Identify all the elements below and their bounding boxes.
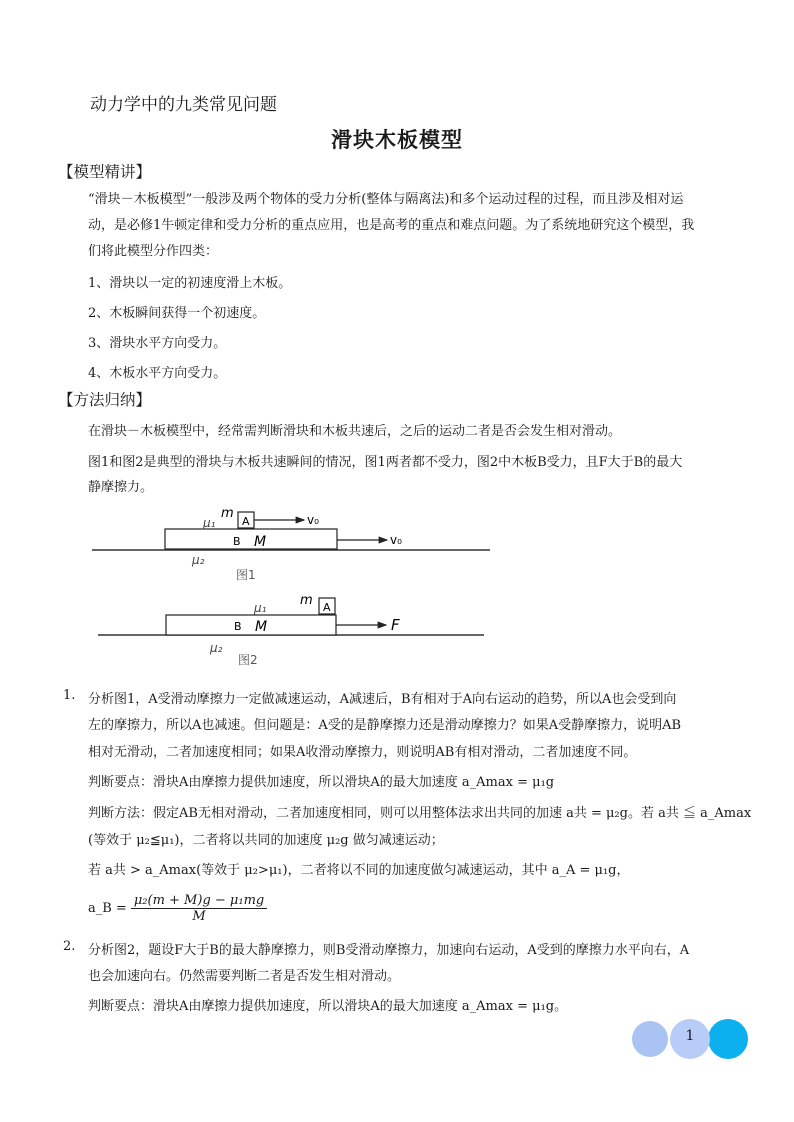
- force-F-label: F: [391, 616, 400, 634]
- analysis-line: 相对无滑动，二者加速度相同；如果A收滑动摩擦力，则说明AB有相对滑动，二者加速度不同。: [88, 745, 637, 760]
- mu1-label: μ₁: [203, 516, 216, 530]
- formula-lhs: a_B =: [88, 900, 127, 916]
- mu1-label: μ₁: [254, 601, 267, 615]
- block-a-label: A: [242, 515, 250, 528]
- intro-line: “滑块－木板模型”一般涉及两个物体的受力分析(整体与隔离法)和多个运动过程的过程，而且涉及相对运: [88, 192, 684, 207]
- series-title: 动力学中的九类常见问题: [90, 95, 277, 115]
- page-title: 滑块木板模型: [331, 127, 463, 152]
- mass-m-label: m: [221, 506, 234, 521]
- figure-1-diagram: [88, 500, 498, 590]
- page-decoration-circle: [632, 1021, 668, 1057]
- formula-fraction: [131, 893, 267, 924]
- method-line: 图1和图2是典型的滑块与木板共速瞬间的情况，图1两者都不受力，图2中木板B受力，且F大于B的最大: [88, 455, 683, 470]
- v0-label-bottom: v₀: [390, 533, 402, 547]
- formula-aB: [88, 888, 267, 928]
- page-number: 1: [685, 1028, 695, 1044]
- mass-m-label: m: [300, 593, 313, 608]
- mass-M-label: M: [255, 619, 268, 635]
- analysis-line: 分析图2，题设F大于B的最大静摩擦力，则B受滑动摩擦力，加速向右运动，A受到的摩擦力水平向右，A: [88, 943, 690, 958]
- analysis-line: 左的摩擦力，所以A也减速。但问题是：A受的是静摩擦力还是滑动摩擦力？如果A受静摩擦力，说明AB: [88, 718, 682, 733]
- list-number: 2.: [63, 939, 76, 954]
- method-step: 判断方法：假定AB无相对滑动，二者加速度相同，则可以用整体法求出共同的加速 a共 = μ₂g。若 a共 ≦ a_Amax: [88, 806, 752, 821]
- category-item: 4、木板水平方向受力。: [88, 366, 227, 381]
- category-item: 2、木板瞬间获得一个初速度。: [88, 306, 266, 321]
- block-b-label: B: [233, 535, 241, 548]
- method-line: 在滑块－木板模型中，经常需判断滑块和木板共速后，之后的运动二者是否会发生相对滑动。: [88, 424, 622, 439]
- formula-numerator: μ₂(m + M)g − μ₁mg: [131, 893, 267, 909]
- v0-label-top: v₀: [307, 513, 319, 527]
- formula-denominator: M: [192, 908, 206, 924]
- section-heading-model: 【模型精讲】: [58, 163, 152, 181]
- section-heading-method: 【方法归纳】: [58, 391, 152, 409]
- category-item: 3、滑块水平方向受力。: [88, 336, 227, 351]
- figure-1: [88, 500, 498, 590]
- analysis-line: 也会加速向右。仍然需要判断二者是否发生相对滑动。: [88, 969, 401, 984]
- figure-1-caption: 图1: [236, 568, 256, 582]
- list-number: 1.: [63, 688, 76, 703]
- figure-2-caption: 图2: [238, 653, 258, 667]
- page-decoration-circle: [708, 1019, 748, 1059]
- category-item: 1、滑块以一定的初速度滑上木板。: [88, 276, 292, 291]
- board-b: [165, 529, 337, 549]
- figure-2-diagram: [88, 592, 498, 670]
- intro-paragraph: [88, 187, 738, 265]
- key-point: 判断要点：滑块A由摩擦力提供加速度，所以滑块A的最大加速度 a_Amax = μ₁g。: [88, 999, 568, 1014]
- board-b: [166, 615, 336, 635]
- method-step: (等效于 μ₂≦μ₁)，二者将以共同的加速度 μ₂g 做匀减速运动；: [88, 833, 444, 848]
- figure-2: [88, 592, 498, 670]
- method-step: 若 a共 > a_Amax(等效于 μ₂>μ₁)，二者将以不同的加速度做匀减速运动，其中 a_A = μ₁g，: [88, 863, 630, 878]
- key-point: 判断要点：滑块A由摩擦力提供加速度，所以滑块A的最大加速度 a_Amax = μ₁g: [88, 775, 555, 790]
- method-line: 静摩擦力。: [88, 480, 154, 495]
- analysis-line: 分析图1，A受滑动摩擦力一定做减速运动，A减速后，B有相对于A向右运动的趋势，所以A也会受到向: [88, 692, 677, 707]
- intro-line: 们将此模型分作四类：: [88, 244, 219, 259]
- block-b-label: B: [234, 620, 242, 633]
- block-a-label: A: [323, 601, 331, 614]
- intro-line: 动，是必修1牛顿定律和受力分析的重点应用，也是高考的重点和难点问题。为了系统地研究这个模型，我: [88, 218, 695, 233]
- mu2-label: μ₂: [192, 553, 205, 567]
- mass-M-label: M: [254, 534, 267, 550]
- mu2-label: μ₂: [210, 641, 223, 655]
